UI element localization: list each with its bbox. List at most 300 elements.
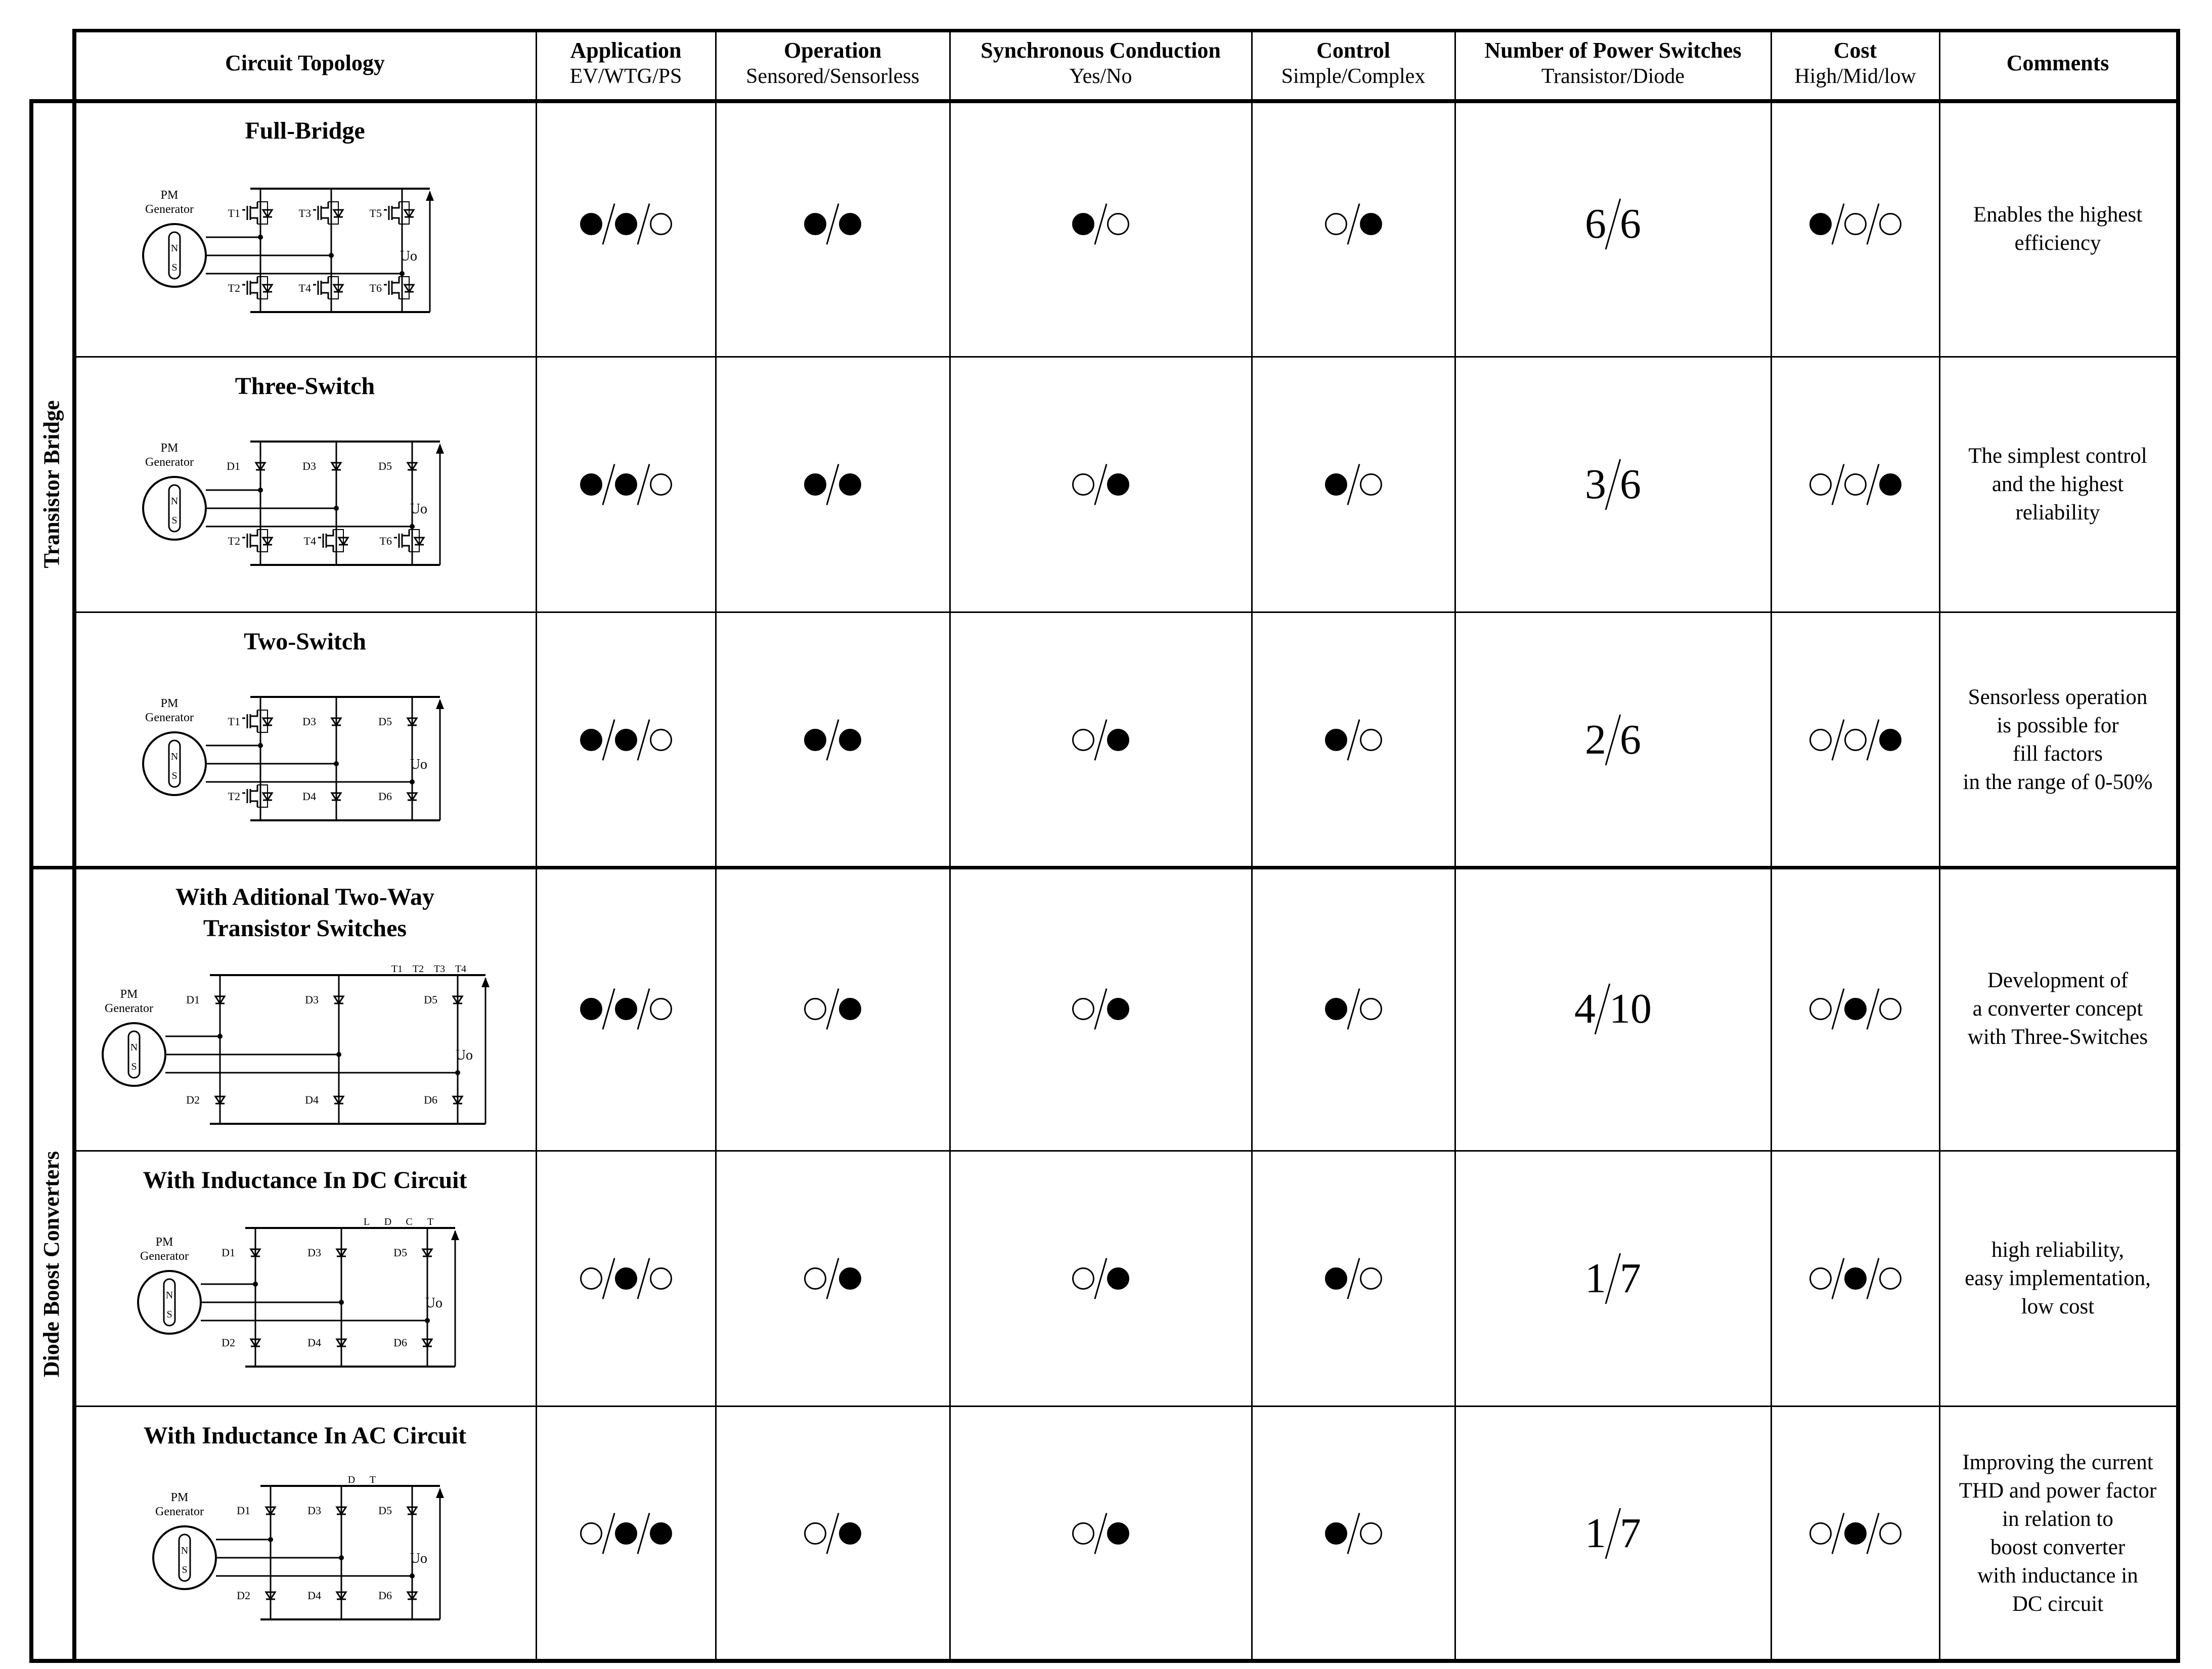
filled-circle-mark: [580, 213, 602, 235]
device-label: T2: [228, 790, 240, 803]
mark-separator: [637, 1258, 650, 1299]
transistor-symbol: [318, 530, 333, 552]
empty-circle-mark: [650, 473, 672, 496]
empty-circle-mark: [1107, 213, 1129, 235]
output-voltage-label: Uo: [425, 1295, 443, 1311]
column-header: [1252, 29, 1455, 97]
device-label: D3: [305, 993, 319, 1006]
cell-control: [1252, 199, 1455, 249]
row-title: Two-Switch: [244, 628, 366, 655]
empty-circle-mark: [1072, 998, 1094, 1020]
diode-count: 10: [1609, 985, 1652, 1032]
filled-circle-mark: [580, 473, 602, 496]
mark-separator: [1094, 1513, 1107, 1554]
filled-circle-mark: [1107, 729, 1129, 751]
transistor-symbol: [384, 202, 399, 224]
device-label: D6: [393, 1336, 407, 1349]
column-header: [1939, 29, 2176, 97]
row-comment: high reliability, easy implementation, low cost: [1965, 1238, 2151, 1319]
transistor-symbol: [313, 277, 328, 299]
generator-label: Generator: [145, 203, 194, 216]
transistor-count: 3: [1585, 460, 1606, 508]
cell-switch-count: [1455, 1503, 1771, 1564]
output-voltage-label: Uo: [410, 757, 427, 772]
column-header-title: Synchronous Conduction: [981, 37, 1221, 63]
generator-symbol: [143, 224, 206, 287]
device-label: D3: [302, 715, 316, 728]
pole-s-label: S: [166, 1309, 172, 1320]
diode-count: 6: [1620, 716, 1641, 763]
pole-s-label: S: [171, 515, 178, 526]
header-bottom-line: [29, 99, 2180, 103]
generator-label: Generator: [145, 711, 194, 724]
column-header-subtitle: EV/WTG/PS: [569, 64, 682, 88]
mark-separator: [1831, 1258, 1844, 1299]
generator-symbol: [143, 732, 206, 795]
cell-switch-count: [1455, 454, 1771, 515]
filled-circle-mark: [1107, 1267, 1129, 1290]
filled-circle-mark: [1325, 1522, 1347, 1545]
mark-separator: [1347, 988, 1360, 1030]
empty-circle-mark: [650, 729, 672, 751]
mark-separator: [637, 464, 650, 505]
mark-separator: [826, 719, 839, 761]
device-label: T: [427, 1216, 434, 1227]
output-voltage-label: Uo: [400, 248, 417, 264]
filled-circle-mark: [1879, 729, 1901, 751]
row-title: Full-Bridge: [245, 117, 365, 144]
column-header-title: Comments: [2006, 50, 2109, 75]
mark-separator: [1347, 1513, 1360, 1554]
count-separator: [1605, 198, 1621, 249]
mark-separator: [637, 203, 650, 245]
filled-circle-mark: [580, 729, 602, 751]
pole-s-label: S: [171, 262, 178, 273]
cell-control: [1252, 1253, 1455, 1304]
row-comment: Enables the highest efficiency: [1973, 202, 2143, 255]
mark-separator: [826, 203, 839, 245]
generator-label: PM: [160, 189, 179, 202]
device-label: D4: [307, 1336, 321, 1349]
device-label: T2: [412, 963, 424, 975]
mark-separator: [1347, 203, 1360, 245]
cell-switch-count: [1455, 710, 1771, 770]
column-separator: [715, 29, 717, 1660]
device-label: D: [384, 1216, 392, 1227]
empty-circle-mark: [580, 1522, 602, 1545]
mark-separator: [1866, 203, 1879, 245]
output-voltage-label: Uo: [410, 501, 427, 517]
mark-separator: [637, 1513, 650, 1554]
device-label: D2: [222, 1336, 235, 1349]
cell-application: [536, 715, 716, 765]
filled-circle-mark: [839, 729, 861, 751]
empty-circle-mark: [650, 998, 672, 1020]
cell-cost: [1771, 1508, 1939, 1559]
generator-symbol: [103, 1023, 165, 1086]
filled-circle-mark: [1072, 213, 1094, 235]
output-voltage-label: Uo: [410, 1551, 427, 1566]
cell-switch-count: [1455, 979, 1771, 1039]
mark-separator: [602, 988, 615, 1030]
row-separator: [74, 356, 2176, 358]
cell-operation: [716, 459, 950, 510]
device-label: D5: [378, 715, 392, 728]
empty-circle-mark: [1360, 1267, 1382, 1290]
filled-circle-mark: [615, 729, 637, 751]
empty-circle-mark: [1325, 213, 1347, 235]
mark-separator: [1831, 988, 1844, 1030]
count-separator: [1595, 984, 1611, 1035]
device-label: D5: [424, 993, 437, 1006]
cell-cost: [1771, 1253, 1939, 1304]
empty-circle-mark: [1072, 729, 1094, 751]
filled-circle-mark: [1360, 213, 1382, 235]
transistor-count: 4: [1574, 985, 1596, 1032]
device-label: D1: [237, 1504, 250, 1517]
mark-separator: [1831, 1513, 1844, 1554]
mark-separator: [1866, 988, 1879, 1030]
column-header-title: Cost: [1833, 37, 1877, 63]
empty-circle-mark: [1360, 473, 1382, 496]
row-title: With Aditional Two-Way Transistor Switches: [175, 884, 435, 942]
mark-separator: [1094, 203, 1107, 245]
device-label: T3: [433, 963, 446, 975]
row-separator: [74, 611, 2176, 613]
filled-circle-mark: [615, 1267, 637, 1290]
generator-label: Generator: [155, 1505, 204, 1518]
device-label: D3: [302, 460, 316, 472]
cell-operation: [716, 715, 950, 765]
circuit-diagram: [147, 1472, 470, 1634]
empty-circle-mark: [1879, 998, 1901, 1020]
mark-separator: [602, 203, 615, 245]
mark-separator: [1347, 1258, 1360, 1299]
transistor-symbol: [242, 710, 257, 732]
column-header-title: Operation: [783, 37, 882, 63]
cell-control: [1252, 715, 1455, 765]
pole-s-label: S: [131, 1061, 137, 1072]
circuit-diagram: [137, 683, 470, 834]
filled-circle-mark: [580, 998, 602, 1020]
filled-circle-mark: [1325, 473, 1347, 496]
mark-separator: [1347, 464, 1360, 505]
cell-sync: [950, 715, 1252, 765]
pole-n-label: N: [170, 751, 179, 762]
generator-label: Generator: [105, 1002, 153, 1015]
filled-circle-mark: [1844, 1522, 1867, 1545]
empty-circle-mark: [1809, 1522, 1832, 1545]
column-header-title: Circuit Topology: [225, 50, 385, 75]
device-label: T1: [228, 715, 240, 728]
row-separator: [74, 1406, 2176, 1407]
generator-label: PM: [160, 442, 179, 455]
empty-circle-mark: [1072, 1267, 1094, 1290]
column-header-subtitle: Simple/Complex: [1281, 64, 1426, 88]
transistor-symbol: [394, 530, 409, 552]
empty-circle-mark: [1844, 213, 1867, 235]
generator-symbol: [138, 1271, 201, 1334]
device-label: D2: [237, 1589, 250, 1602]
filled-circle-mark: [839, 473, 861, 496]
group-label: [29, 867, 74, 1660]
device-label: T4: [303, 535, 316, 547]
diode-count: 7: [1620, 1254, 1641, 1302]
empty-circle-mark: [650, 213, 672, 235]
mark-separator: [1866, 1258, 1879, 1299]
pole-s-label: S: [182, 1564, 188, 1575]
mark-separator: [826, 464, 839, 505]
device-label: T2: [228, 535, 240, 547]
cell-operation: [716, 984, 950, 1034]
cell-control: [1252, 1508, 1455, 1559]
mark-separator: [1831, 203, 1844, 245]
mark-separator: [1094, 464, 1107, 505]
empty-circle-mark: [1360, 1522, 1382, 1545]
cell-sync: [950, 984, 1252, 1034]
mark-separator: [826, 988, 839, 1030]
circuit-diagram: [96, 961, 516, 1138]
device-label: D5: [393, 1246, 407, 1259]
column-separator: [1251, 29, 1253, 1660]
empty-circle-mark: [1360, 998, 1382, 1020]
filled-circle-mark: [615, 1522, 637, 1545]
device-label: T5: [369, 207, 382, 219]
device-label: T3: [298, 207, 311, 219]
mark-separator: [1866, 1513, 1879, 1554]
device-label: D2: [186, 1093, 200, 1106]
cell-application: [536, 1253, 716, 1304]
filled-circle-mark: [650, 1522, 672, 1545]
filled-circle-mark: [615, 213, 637, 235]
transistor-count: 1: [1585, 1509, 1606, 1557]
filled-circle-mark: [1107, 473, 1129, 496]
filled-circle-mark: [804, 473, 826, 496]
cell-cost: [1771, 715, 1939, 765]
pole-n-label: N: [165, 1290, 173, 1301]
column-header-title: Control: [1316, 37, 1390, 63]
column-header-subtitle: Sensored/Sensorless: [746, 64, 919, 88]
cell-sync: [950, 459, 1252, 510]
mark-separator: [1094, 988, 1107, 1030]
mark-separator: [637, 719, 650, 761]
filled-circle-mark: [1325, 998, 1347, 1020]
empty-circle-mark: [1360, 729, 1382, 751]
circuit-diagram: [137, 174, 460, 326]
cell-application: [536, 459, 716, 510]
count-separator: [1605, 1508, 1621, 1559]
empty-circle-mark: [1809, 473, 1832, 496]
column-header-title: Number of Power Switches: [1484, 37, 1742, 63]
table-border-bottom: [29, 1659, 2180, 1663]
device-label: D4: [305, 1093, 319, 1106]
empty-circle-mark: [650, 1267, 672, 1290]
empty-circle-mark: [804, 1522, 826, 1545]
device-label: D4: [302, 790, 316, 803]
column-header: [950, 29, 1252, 97]
filled-circle-mark: [839, 998, 861, 1020]
device-label: T6: [379, 535, 392, 547]
empty-circle-mark: [804, 1267, 826, 1290]
empty-circle-mark: [1072, 473, 1094, 496]
column-header: [1455, 29, 1771, 97]
cell-cost: [1771, 984, 1939, 1034]
empty-circle-mark: [1809, 729, 1832, 751]
generator-label: Generator: [140, 1250, 189, 1263]
filled-circle-mark: [1107, 998, 1129, 1020]
filled-circle-mark: [1107, 1522, 1129, 1545]
column-header-subtitle: Transistor/Diode: [1541, 64, 1685, 88]
row-comment: The simplest control and the highest reliability: [1968, 444, 2147, 524]
generator-label: PM: [170, 1491, 189, 1504]
device-label: D1: [227, 460, 240, 472]
count-separator: [1605, 1253, 1621, 1304]
mark-separator: [602, 719, 615, 761]
cell-operation: [716, 199, 950, 249]
generator-symbol: [143, 477, 206, 540]
row-separator: [74, 1150, 2176, 1152]
filled-circle-mark: [1844, 1267, 1867, 1290]
cell-control: [1252, 984, 1455, 1034]
cell-operation: [716, 1253, 950, 1304]
pole-n-label: N: [130, 1042, 138, 1053]
device-label: T2: [228, 282, 240, 294]
row-comment: Sensorless operation is possible for fill factors in the range of 0-50%: [1963, 685, 2153, 794]
filled-circle-mark: [1879, 473, 1901, 496]
device-label: D1: [222, 1246, 235, 1259]
filled-circle-mark: [1809, 213, 1832, 235]
row-comment: Development of a converter concept with Three-Switches: [1967, 969, 2148, 1049]
generator-symbol: [153, 1526, 216, 1589]
mark-separator: [1347, 719, 1360, 761]
transistor-symbol: [242, 530, 257, 552]
filled-circle-mark: [839, 1267, 861, 1290]
mark-separator: [1094, 1258, 1107, 1299]
device-label: D6: [424, 1093, 437, 1106]
empty-circle-mark: [1844, 473, 1867, 496]
mark-separator: [602, 1258, 615, 1299]
empty-circle-mark: [1072, 1522, 1094, 1545]
column-header: [536, 29, 716, 97]
mark-separator: [1831, 719, 1844, 761]
mark-separator: [826, 1258, 839, 1299]
circuit-diagram: [137, 427, 470, 579]
cell-cost: [1771, 199, 1939, 249]
mark-separator: [1866, 464, 1879, 505]
row-comment: Improving the current THD and power factor in relation to boost converter with inductance in DC circuit: [1959, 1450, 2157, 1616]
transistor-symbol: [384, 277, 399, 299]
circuit-diagram: [131, 1214, 485, 1381]
mark-separator: [1866, 719, 1879, 761]
filled-circle-mark: [839, 213, 861, 235]
device-label: D6: [378, 790, 392, 803]
group-label: [29, 101, 74, 867]
device-label: T4: [298, 282, 311, 294]
pole-s-label: S: [171, 770, 178, 781]
cell-application: [536, 199, 716, 249]
transistor-symbol: [242, 202, 257, 224]
column-header: [1771, 29, 1939, 97]
column-header-title: Application: [570, 37, 682, 63]
table-border-right: [2176, 29, 2180, 1663]
mark-separator: [826, 1513, 839, 1554]
mark-separator: [602, 464, 615, 505]
filled-circle-mark: [839, 1522, 861, 1545]
empty-circle-mark: [1879, 213, 1901, 235]
pole-n-label: N: [170, 243, 179, 254]
mark-separator: [637, 988, 650, 1030]
empty-circle-mark: [1809, 1267, 1832, 1290]
empty-circle-mark: [804, 998, 826, 1020]
cell-sync: [950, 1253, 1252, 1304]
filled-circle-mark: [1325, 1267, 1347, 1290]
device-label: T1: [228, 207, 240, 219]
column-header: [74, 29, 536, 97]
device-label: D5: [378, 1504, 392, 1517]
device-label: T: [369, 1474, 376, 1485]
empty-circle-mark: [580, 1267, 602, 1290]
cell-sync: [950, 199, 1252, 249]
filled-circle-mark: [615, 473, 637, 496]
device-label: L: [363, 1216, 370, 1227]
cell-cost: [1771, 459, 1939, 510]
group-divider: [29, 866, 2180, 869]
transistor-symbol: [242, 785, 257, 807]
row-title: Three-Switch: [235, 373, 375, 400]
transistor-symbol: [313, 202, 328, 224]
count-separator: [1605, 714, 1621, 765]
cell-switch-count: [1455, 1248, 1771, 1309]
filled-circle-mark: [804, 213, 826, 235]
transistor-count: 1: [1585, 1254, 1606, 1302]
group-label-text: Diode Boost Converters: [39, 1151, 64, 1377]
filled-circle-mark: [1325, 729, 1347, 751]
cell-operation: [716, 1508, 950, 1559]
transistor-count: 2: [1585, 716, 1606, 763]
device-label: T6: [369, 282, 382, 294]
cell-application: [536, 1508, 716, 1559]
group-label-text: Transistor Bridge: [39, 400, 64, 568]
mark-separator: [602, 1513, 615, 1554]
device-label: D: [347, 1474, 356, 1485]
column-separator: [1771, 29, 1772, 1660]
device-label: D3: [307, 1246, 321, 1259]
filled-circle-mark: [804, 729, 826, 751]
device-label: C: [406, 1216, 413, 1227]
row-title: With Inductance In AC Circuit: [143, 1422, 467, 1449]
device-label: T4: [455, 963, 467, 975]
column-separator: [1454, 29, 1456, 1660]
filled-circle-mark: [1844, 998, 1867, 1020]
pole-n-label: N: [170, 496, 179, 507]
device-label: T1: [391, 963, 403, 975]
transistor-count: 6: [1585, 200, 1606, 247]
cell-switch-count: [1455, 194, 1771, 254]
device-label: D1: [186, 993, 200, 1006]
row-title: With Inductance In DC Circuit: [143, 1167, 467, 1194]
diode-count: 7: [1620, 1509, 1641, 1557]
empty-circle-mark: [1809, 998, 1832, 1020]
cell-sync: [950, 1508, 1252, 1559]
column-header-subtitle: Yes/No: [1069, 64, 1132, 88]
cell-control: [1252, 459, 1455, 510]
mark-separator: [1831, 464, 1844, 505]
empty-circle-mark: [1844, 729, 1867, 751]
column-header: [716, 29, 950, 97]
filled-circle-mark: [615, 998, 637, 1020]
diode-count: 6: [1620, 460, 1641, 508]
device-label: D5: [378, 460, 392, 472]
